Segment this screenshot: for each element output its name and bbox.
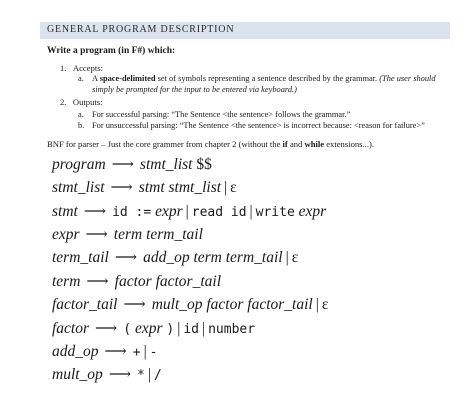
list-number: 2. xyxy=(60,97,67,107)
rule-term-tail: term_tail ⟶ add_op term term_tail | ε xyxy=(52,249,299,266)
rule-factor: factor ⟶ ( expr ) | id | number xyxy=(52,320,256,337)
bnf-intro: BNF for parser – Just the core grammer from chapter 2 (without the if and while extensions...). xyxy=(47,139,374,149)
outputs-item-a: a. For successful parsing: “The Sentence <the sentence> follows the grammar.” xyxy=(78,110,351,119)
accepts-item-a: a. A space-delimited set of symbols representing a sentence described by the grammar. (The user should simply be prompted for the input to be entered via keyboard.) xyxy=(78,74,436,94)
list-label: Outputs: xyxy=(72,97,103,107)
list-label: Accepts: xyxy=(72,63,103,73)
italic-note: (The user should simply be prompted for the input to be entered via keyboard.) xyxy=(92,74,436,94)
rule-mult-op: mult_op ⟶ * | / xyxy=(52,366,162,383)
sub-letter: a. xyxy=(78,110,84,119)
outputs-item-b: b. For unsuccessful parsing: “The Sentence <the sentence> is incorrect because: <reason for failure>” xyxy=(78,121,425,130)
section-title: GENERAL PROGRAM DESCRIPTION xyxy=(47,24,235,35)
list-item-accepts xyxy=(60,63,103,73)
bold-term: space-delimited xyxy=(99,74,156,83)
rule-add-op: add_op ⟶ + | - xyxy=(52,343,158,360)
sub-letter: a. xyxy=(78,74,84,83)
rule-stmt-list: stmt_list ⟶ stmt stmt_list | ε xyxy=(52,179,237,196)
rule-factor-tail: factor_tail ⟶ mult_op factor factor_tail | ε xyxy=(52,296,329,313)
rule-program: program ⟶ stmt_list $$ xyxy=(52,156,212,173)
list-number: 1. xyxy=(60,63,67,73)
rule-stmt: stmt ⟶ id := expr | read id | write expr xyxy=(52,203,327,220)
intro-text: Write a program (in F#) which: xyxy=(47,46,176,56)
rule-term: term ⟶ factor factor_tail xyxy=(52,273,222,290)
rule-expr: expr ⟶ term term_tail xyxy=(52,226,203,243)
sub-letter: b. xyxy=(78,121,85,130)
list-item-outputs xyxy=(60,97,103,107)
